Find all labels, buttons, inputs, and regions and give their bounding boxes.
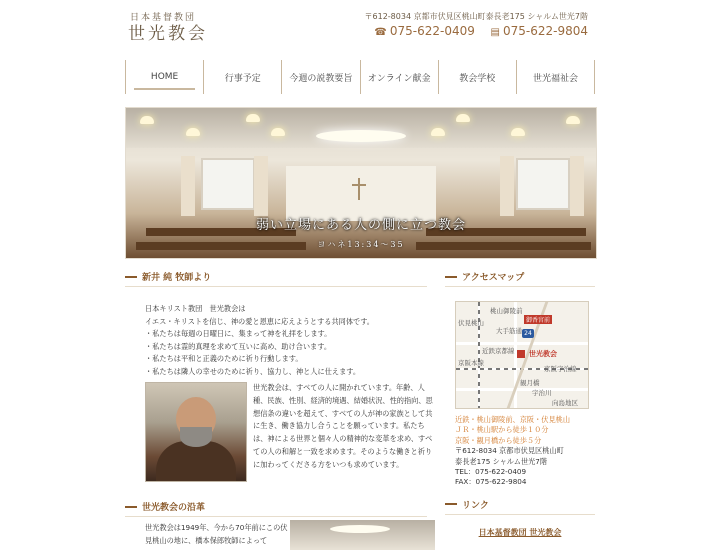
main-content: [125, 270, 433, 545]
pastor-photo: [145, 382, 247, 482]
pastor-robe: [156, 441, 236, 481]
map-label: 近鉄京都線: [482, 347, 515, 355]
nav-welfare[interactable]: 世光福祉会: [516, 60, 595, 94]
access-address: 〒612-8034 京都市伏見区桃山町: [455, 446, 564, 456]
nav-church-school[interactable]: 教会学校: [438, 60, 516, 94]
access-address: 泰長老175 シャルム世光7階: [455, 456, 548, 466]
access-route: ＪＲ・桃山駅から徒歩１０分: [455, 425, 549, 435]
lamp-icon: [271, 128, 285, 136]
church-link[interactable]: 日本基督教団 世光教会: [478, 527, 562, 537]
site-logo[interactable]: 世光教会: [128, 24, 208, 44]
history-text-line: 世光教会は1949年、今から70年前にこの伏見桃山の地に、橋本保郎牧師によって: [145, 523, 288, 545]
access-heading-text: アクセスマップ: [462, 273, 525, 283]
map-label: 宇治川: [532, 389, 552, 397]
map-label: 伏見桃山: [458, 319, 484, 327]
history-text: [145, 522, 290, 547]
hero-curtain: [181, 156, 195, 216]
access-fax: FAX：075-622-9804: [455, 477, 527, 487]
hero-skylight: [316, 130, 406, 142]
map-label: 御香宮前: [526, 317, 551, 324]
access-route: 京阪・観月橋から徒歩５分: [455, 435, 542, 445]
intro-line: ・私たちは隣人の幸せのために祈り、協力し、神と人に仕えます。: [145, 366, 361, 376]
hero-curtain: [570, 156, 584, 216]
org-subtitle: 日本基督教団: [130, 13, 197, 23]
intro-line: ・私たちは毎週の日曜日に、集まって神を礼拝をします。: [145, 329, 332, 339]
hero-subtitle: ヨハネ13:34～35: [317, 240, 405, 249]
intro-line: イエス・キリストを信じ、神の愛と恩恵に応えようとする共同体です。: [145, 316, 374, 326]
map-label: 観月橋: [520, 379, 540, 387]
history-heading: [125, 500, 427, 517]
heading-bar-icon: [445, 276, 457, 278]
nav-home[interactable]: HOME: [125, 60, 203, 94]
history-heading-text: 世光教会の沿革: [142, 503, 206, 513]
header-address: 〒612-8034 京都市伏見区桃山町泰長老175 シャルム世光7階: [364, 12, 588, 21]
main-nav: [125, 60, 595, 94]
telephone-icon: ☎: [374, 27, 387, 38]
sidebar: [445, 270, 595, 538]
lamp-icon: [431, 128, 445, 136]
history-photo-skylight: [330, 525, 390, 533]
church-marker-icon: [517, 350, 525, 358]
map-label: 京阪本線: [458, 359, 484, 367]
highway-marker: 24: [522, 329, 534, 338]
fax-icon: ▤: [490, 27, 500, 38]
pastor-beard: [180, 427, 212, 447]
access-route: 近鉄・桃山御陵前、京阪・伏見桃山: [455, 415, 571, 424]
cross-icon-bar: [352, 184, 366, 186]
nav-events[interactable]: 行事予定: [203, 60, 281, 94]
cross-icon: [358, 178, 360, 200]
hero-window: [201, 158, 255, 210]
access-phone: TEL：075-622-0409: [455, 467, 527, 477]
lamp-icon: [186, 128, 200, 136]
lamp-icon: [511, 128, 525, 136]
church-bio-text: 世光教会は、すべての人に開かれています。年齢、人種、民族、性別、経済的境遇、結婚状況、性的指向、思想信条の違いを超えて、すべての人が神の家族として共に生き、働き協力し合うことを願っています。私たちは、神による世界と個々人の精神的な変革を求め、すべての人の和解と一致を求めます。そのような働きと祈りに加わってくださる方をいつも求めています。: [253, 383, 433, 469]
nav-online-offering[interactable]: オンライン献金: [360, 60, 438, 94]
message-heading-text: 新井 純 牧師より: [142, 273, 212, 283]
hero-curtain: [254, 156, 268, 216]
header-phones: [374, 24, 588, 38]
lamp-icon: [140, 116, 154, 124]
map-road: [456, 388, 588, 391]
map-road: [456, 342, 588, 345]
message-heading: [125, 270, 427, 287]
links-heading: [445, 498, 595, 515]
intro-line: 日本キリスト教団 世光教会は: [145, 304, 246, 313]
lamp-icon: [246, 114, 260, 122]
heading-bar-icon: [125, 276, 137, 278]
header-fax: 075-622-9804: [502, 24, 588, 38]
map-label: 向島地区: [552, 399, 578, 407]
lamp-icon: [456, 114, 470, 122]
intro-line: ・私たちは平和と正義のために祈り行動します。: [145, 354, 303, 364]
lamp-icon: [566, 116, 580, 124]
access-map[interactable]: [455, 301, 589, 409]
hero-banner: [125, 107, 597, 259]
nav-sermon[interactable]: 今週の説教要旨: [281, 60, 359, 94]
access-info: [455, 415, 595, 488]
map-label: 京阪宇治線: [544, 365, 577, 373]
history-photo: [290, 520, 435, 550]
links-heading-text: リンク: [462, 500, 489, 511]
church-bio: [253, 382, 433, 472]
hero-window: [516, 158, 570, 210]
hero-altar: [286, 166, 436, 221]
intro-text: [145, 303, 427, 379]
hero-curtain: [500, 156, 514, 216]
access-heading: [445, 270, 595, 287]
hero-title: 弱い立場にある人の側に立つ教会: [255, 218, 466, 233]
heading-bar-icon: [125, 506, 137, 508]
map-label: 桃山御陵前: [490, 307, 523, 315]
header-phone: 075-622-0409: [389, 24, 475, 38]
heading-bar-icon: [445, 503, 457, 505]
map-label: 大手筋通: [496, 327, 522, 335]
map-church-label: 世光教会: [529, 350, 557, 358]
intro-line: ・私たちは霊的真理を求めて互いに高め、助け合います。: [145, 341, 332, 351]
